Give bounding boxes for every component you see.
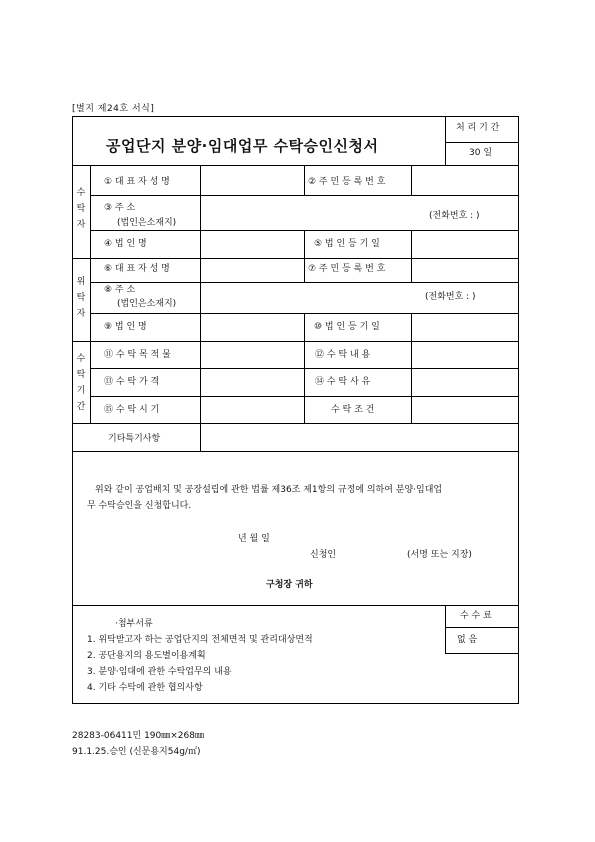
statement-line-1: 위와 같이 공업배치 및 공장설립에 관한 법률 제36조 제1항의 규정에 의하여 분양·임대업: [95, 485, 443, 495]
period-conditions-label: 수 탁 조 건: [331, 405, 375, 415]
period-reason-label: ⑭ 수 탁 사 유: [315, 377, 371, 387]
consignee-side-label: 수탁자: [76, 188, 86, 230]
attachment-item: 4. 기타 수탁에 관한 협의사항: [87, 683, 203, 693]
addressee: 구청장 귀하: [266, 580, 313, 590]
applicant-label: 신청인: [310, 550, 337, 560]
period-content-label: ⑫ 수 탁 내 용: [315, 350, 371, 360]
period-timing-label: ⑮ 수 탁 시 기: [104, 405, 160, 415]
consignor-phone: (전화번호 : ): [425, 292, 476, 302]
form-title: 공업단지 분양·임대업무 수탁승인신청서: [106, 137, 379, 155]
application-form: [72, 116, 519, 704]
attachment-item: 2. 공단용지의 용도별이용계획: [87, 651, 206, 661]
period-price-label: ⑬ 수 탁 가 격: [104, 377, 160, 387]
signature-label: (서명 또는 지장): [407, 550, 472, 560]
consignee-rrn-label: ② 주 민 등 록 번 호: [308, 177, 386, 187]
footer-line-2: 91.1.25.승인 (신문용지54g/㎡): [72, 747, 201, 757]
statement-line-2: 무 수탁승인을 신청합니다.: [87, 501, 192, 511]
consignor-address-sub: (법인은소재지): [117, 299, 177, 309]
consignor-rrn-label: ⑦ 주 민 등 록 번 호: [308, 264, 386, 274]
consignee-phone: (전화번호 : ): [429, 211, 480, 221]
consignor-rep-name-label: ⑥ 대 표 자 성 명: [104, 264, 170, 274]
other-notes-label: 기타특기사항: [108, 434, 161, 444]
consignor-corp-reg-label: ⑩ 법 인 등 기 일: [314, 322, 380, 332]
consignor-corp-name-label: ⑨ 법 인 명: [104, 322, 147, 332]
statement-date: 년 월 일: [238, 534, 270, 544]
footer-line-1: 28283-06411민 190㎜×268㎜: [72, 731, 204, 741]
consignee-corp-reg-label: ⑤ 법 인 등 기 일: [314, 239, 380, 249]
fee-label: 수 수 료: [460, 611, 492, 621]
attachment-item: 3. 분양·임대에 관한 수탁업무의 내용: [87, 667, 232, 677]
fee-value: 없 음: [457, 635, 478, 645]
attachment-item: 1. 위탁받고자 하는 공업단지의 전체면적 및 관리대상면적: [87, 635, 313, 645]
consignee-rep-name-label: ① 대 표 자 성 명: [104, 177, 170, 187]
consignor-side-label: 위탁자: [76, 277, 86, 319]
processing-period-value: 30 일: [469, 148, 493, 158]
period-object-label: ⑪ 수 탁 목 적 물: [104, 350, 171, 360]
consignee-address-sub: (법인은소재지): [117, 218, 177, 228]
form-number: [별지 제24호 서식]: [72, 104, 155, 114]
processing-period-label: 처 리 기 간: [456, 123, 500, 133]
consignee-address-label: ③ 주 소: [104, 203, 136, 213]
period-side-label: 수탁기간: [76, 354, 86, 412]
attachments-header: ·첨부서류: [115, 619, 153, 629]
consignee-corp-name-label: ④ 법 인 명: [104, 239, 147, 249]
consignor-address-label: ⑧ 주 소: [104, 285, 136, 295]
